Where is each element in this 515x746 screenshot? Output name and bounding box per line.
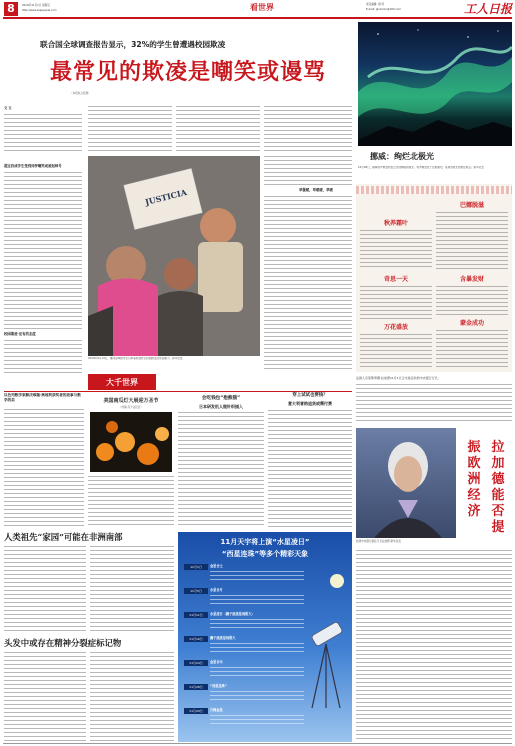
lagarde-title-char: 振 xyxy=(467,440,481,455)
right-panel-item-6-title: 蒙金成功 xyxy=(459,320,484,327)
lagarde-intro-label: 法国人克里斯蒂娜·拉加德11月1日正式接任欧洲中央银行行长。 xyxy=(356,376,441,380)
right-panel xyxy=(356,184,512,372)
lagarde-title-char: 加 xyxy=(491,456,505,471)
lead-column-1b-text xyxy=(4,172,82,330)
sky-event-row xyxy=(184,564,304,586)
lead-subhead-2: 校园欺凌·应有的态度 xyxy=(4,332,36,336)
sky-event-title: 水星凌日（狮子座流星雨极大） xyxy=(210,612,255,616)
sky-event-title: 狮子座流星雨极大 xyxy=(210,636,236,640)
protest-scene xyxy=(88,156,260,356)
lagarde-title-char: 德 xyxy=(491,472,505,487)
lagarde-title-char: 提 xyxy=(491,520,505,535)
sky-headline-2: “西星连珠”等多个精彩天象 xyxy=(221,550,309,558)
lead-column-3c-text xyxy=(264,196,352,372)
masthead-logo: 工人日报 xyxy=(463,2,512,16)
sky-event-desc xyxy=(210,667,304,679)
aurora-caption-title: 挪威：绚烂北极光 xyxy=(370,152,434,161)
lead-column-3-text xyxy=(176,106,260,152)
right-panel-item-3-title: 万花盛放 xyxy=(383,324,408,331)
sky-event-title: 金星合木 xyxy=(210,660,223,664)
aurora-caption-text: 10月28日，挪威特罗姆瑟的夜空出现绚丽的极光。特罗姆瑟位于北极圈内，是观赏极光的绝佳地点。新华社发 xyxy=(358,166,484,169)
mid-item-4-title: 穿上试试也要钱？ xyxy=(292,393,328,398)
sky-event-desc xyxy=(210,619,304,631)
section-name: 看世界 xyxy=(250,3,274,12)
lagarde-title-char: 济 xyxy=(467,504,481,519)
bottom-left-article-2 xyxy=(4,652,86,742)
mid-item-3-title: 会吃钱包“抱熊猫” xyxy=(201,396,241,401)
right-panel-item-2-text xyxy=(360,286,432,320)
sky-event-row xyxy=(184,636,304,658)
lead-byline-tag: （本报综合报道） xyxy=(70,92,91,95)
mid-item-4-text xyxy=(268,410,352,528)
pumpkin-photo xyxy=(90,412,172,472)
lagarde-title-char: 经 xyxy=(467,488,481,503)
sky-event-title: 金星合土 xyxy=(210,564,223,568)
lagarde-portrait xyxy=(356,428,456,538)
right-panel-banner xyxy=(356,186,512,194)
right-panel-item-4-text xyxy=(436,212,508,270)
sky-event-date: 11月1日 xyxy=(184,564,208,570)
sky-event-desc xyxy=(210,571,304,583)
sky-event-date: 11月28日 xyxy=(184,684,208,690)
right-panel-item-5-title: 含暴发财 xyxy=(459,276,484,283)
page-number-badge: 8 xyxy=(4,2,18,16)
lagarde-title-char: 洲 xyxy=(467,472,481,487)
column-2-subhead: 草偃暖，草暖暖，草暖 xyxy=(299,188,333,192)
editor-line: 责任编辑: 胡 风 xyxy=(366,3,385,6)
mid-banner: 大千世界 xyxy=(88,374,156,390)
mid-item-4-sub: 意大利冒购退货或需付费 xyxy=(288,401,332,406)
lead-column-1-text xyxy=(4,114,82,154)
sky-events-box xyxy=(178,532,352,742)
sky-event-row xyxy=(184,708,304,730)
sky-headline-1: 11月天宇将上演“水星凌日” xyxy=(220,538,310,546)
right-panel-item-6-text xyxy=(436,330,508,368)
bottom-left-article-1 xyxy=(4,546,86,634)
lagarde-body-text xyxy=(356,550,512,742)
lead-column-4-text xyxy=(264,106,352,152)
protest-sign-text: JUSTICIA xyxy=(144,187,188,208)
lagarde-title-char: 能 xyxy=(491,488,505,503)
mid-item-2-text xyxy=(88,476,174,528)
protest-photo xyxy=(88,156,260,356)
sky-event-date: 11月11日 xyxy=(184,612,208,618)
bottom-left-headline-2: 头发中或存在精神分裂症标记物 xyxy=(4,638,122,648)
right-panel-item-2-title: 奇思一天 xyxy=(383,276,408,283)
mid-item-2-title: 美国南瓜灯大展迎万圣节 xyxy=(103,398,159,404)
right-panel-item-1-title: 秋养霜叶 xyxy=(383,220,408,227)
mid-divider xyxy=(4,391,352,392)
issue-date: 2019年11月1日 星期五 xyxy=(22,4,50,7)
sky-event-title: “西星连珠” xyxy=(210,684,227,688)
mid-item-3-sub: 日本研发机人做针织插入 xyxy=(199,404,243,409)
sky-event-desc xyxy=(210,691,304,703)
lead-column-3b-text xyxy=(264,156,352,186)
telescope-icon xyxy=(302,622,348,712)
sky-event-desc xyxy=(210,715,304,727)
site-url[interactable]: http://www.wiapeople.com xyxy=(22,9,57,12)
right-panel-item-1-text xyxy=(360,230,432,270)
aurora-glow xyxy=(358,22,512,146)
aurora-photo xyxy=(358,22,512,146)
masthead-rule xyxy=(3,17,512,19)
footer-rule xyxy=(3,743,512,744)
email-line: E-mail: gloomxx@163.com xyxy=(366,8,401,11)
sky-event-date: 11月16日 xyxy=(184,636,208,642)
sky-event-row xyxy=(184,612,304,634)
sky-event-desc xyxy=(210,595,304,607)
masthead xyxy=(0,0,515,20)
lead-column-2-text xyxy=(88,106,172,152)
moon-icon xyxy=(328,572,346,590)
mid-item-1-text xyxy=(4,409,84,527)
right-panel-item-3-text xyxy=(360,334,432,368)
lagarde-intro-text xyxy=(356,384,512,424)
lead-subhead-1: 超过四成学生受到同伴嘲笑或被起绰号 xyxy=(4,164,62,168)
lead-headline: 最常见的欺凌是嘲笑或谩骂 xyxy=(50,59,327,85)
mid-item-3-text xyxy=(178,412,264,528)
pumpkin-lanterns xyxy=(90,412,172,472)
lead-kicker: 联合国全球调查报告显示，32%的学生曾遭遇校园欺凌 xyxy=(40,40,226,49)
sky-event-title: 月掩金星 xyxy=(210,708,223,712)
sky-event-row xyxy=(184,588,304,610)
lagarde-title-char: 否 xyxy=(491,504,505,519)
right-panel-item-4-title: 巴娜脱滋 xyxy=(459,202,484,209)
sky-event-row xyxy=(184,660,304,682)
right-panel-item-5-text xyxy=(436,286,508,316)
sky-event-row xyxy=(184,684,304,706)
bottom-left-headline-1: 人类祖先“家园”可能在非洲南部 xyxy=(4,532,123,542)
sky-event-desc xyxy=(210,643,304,655)
mid-item-1-title: 以色列数学家解决难题·奥地利获奖者的故事与数学的美 xyxy=(4,393,81,402)
protest-photo-caption: 2019年9月14日，墨西哥城的学生们举着标语抗议校园欺凌及性别暴力。新华社发 xyxy=(88,357,183,360)
mid-item-2-sub: （约翰·宾夕法尼亚） xyxy=(118,406,144,409)
sky-event-date: 11月24日 xyxy=(184,660,208,666)
sky-event-date: 11月29日 xyxy=(184,708,208,714)
lagarde-title-char: 拉 xyxy=(491,440,505,455)
lead-author: 文 文 xyxy=(4,106,12,110)
lead-column-1c-text xyxy=(4,340,82,374)
sky-event-title: 水星合月 xyxy=(210,588,223,592)
lagarde-photo-caption: 欧洲中央银行新任行长拉加德 新华社发 xyxy=(356,540,401,543)
bottom-left-article-1b xyxy=(90,546,174,634)
sky-event-date: 11月5日 xyxy=(184,588,208,594)
lagarde-vertical-title xyxy=(462,440,510,540)
lagarde-title-char: 欧 xyxy=(467,456,481,471)
lagarde-photo xyxy=(356,428,456,538)
bottom-left-article-2b xyxy=(90,652,174,742)
